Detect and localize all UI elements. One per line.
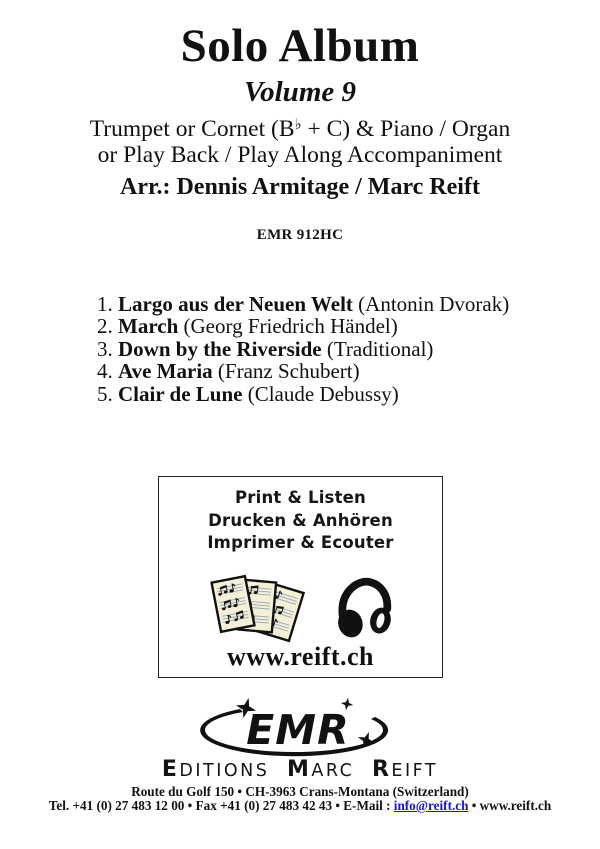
track-list	[97, 293, 509, 405]
wordmark-word: MARC	[286, 757, 355, 782]
track-composer: (Georg Friedrich Händel)	[183, 314, 398, 339]
instrumentation	[0, 111, 600, 168]
publisher-logo	[0, 696, 600, 760]
promo-line-en: Print & Listen	[234, 488, 366, 507]
track-number: 3.	[97, 336, 113, 361]
sheet-music-icon	[208, 566, 308, 650]
track-item	[97, 338, 509, 360]
track-title: March	[118, 314, 179, 339]
track-title: Down by the Riverside	[118, 336, 322, 361]
track-item	[97, 383, 509, 405]
wordmark-word: EDITIONS	[161, 757, 270, 782]
page-title: Solo Album	[180, 20, 420, 72]
track-composer: (Claude Debussy)	[247, 381, 399, 406]
emr-logo-icon	[194, 696, 406, 760]
promo-artwork	[159, 566, 442, 650]
track-title: Largo aus der Neuen Welt	[118, 292, 353, 316]
track-item	[97, 315, 509, 337]
track-title: Clair de Lune	[118, 381, 243, 406]
publisher-contact: Tel. +41 (0) 27 483 12 00 • Fax +41 (0) 27 483 42 43 • E-Mail : info@reift.ch • www.reift.ch	[48, 798, 552, 813]
instrumentation-line1: Trumpet or Cornet (B♭ + C) & Piano / Organ	[89, 115, 511, 142]
emr-logo-text: EMR	[246, 706, 350, 754]
catalog-number: EMR 912HC	[256, 227, 344, 243]
track-number: 1.	[97, 292, 113, 316]
flat-symbol: ♭	[294, 115, 302, 133]
promo-line-de: Drucken & Anhören	[208, 510, 393, 530]
track-composer: (Antonin Dvorak)	[358, 292, 510, 316]
print-and-listen-box	[158, 476, 443, 678]
promo-website: www.reift.ch	[226, 642, 375, 671]
arranger-credit: Arr.: Dennis Armitage / Marc Reift	[120, 174, 480, 200]
promo-text	[159, 487, 442, 555]
volume-subtitle: Volume 9	[244, 76, 356, 108]
headphones-icon	[332, 574, 394, 642]
promo-line-fr: Imprimer & Ecouter	[207, 533, 394, 552]
track-number: 2.	[97, 314, 113, 339]
publisher-address: Route du Golf 150 • CH-3963 Crans-Montana (Switzerland)	[131, 784, 469, 799]
track-number: 5.	[97, 381, 113, 406]
instrumentation-line2: or Play Back / Play Along Accompaniment	[97, 142, 503, 168]
publisher-wordmark	[0, 757, 600, 782]
email-link[interactable]: info@reift.ch	[393, 798, 469, 813]
track-item	[97, 360, 509, 382]
track-item	[97, 293, 509, 315]
track-number: 4.	[97, 359, 113, 384]
wordmark-word: REIFT	[371, 757, 439, 782]
track-composer: (Traditional)	[326, 336, 434, 361]
track-title: Ave Maria	[118, 359, 213, 384]
track-composer: (Franz Schubert)	[217, 359, 360, 384]
